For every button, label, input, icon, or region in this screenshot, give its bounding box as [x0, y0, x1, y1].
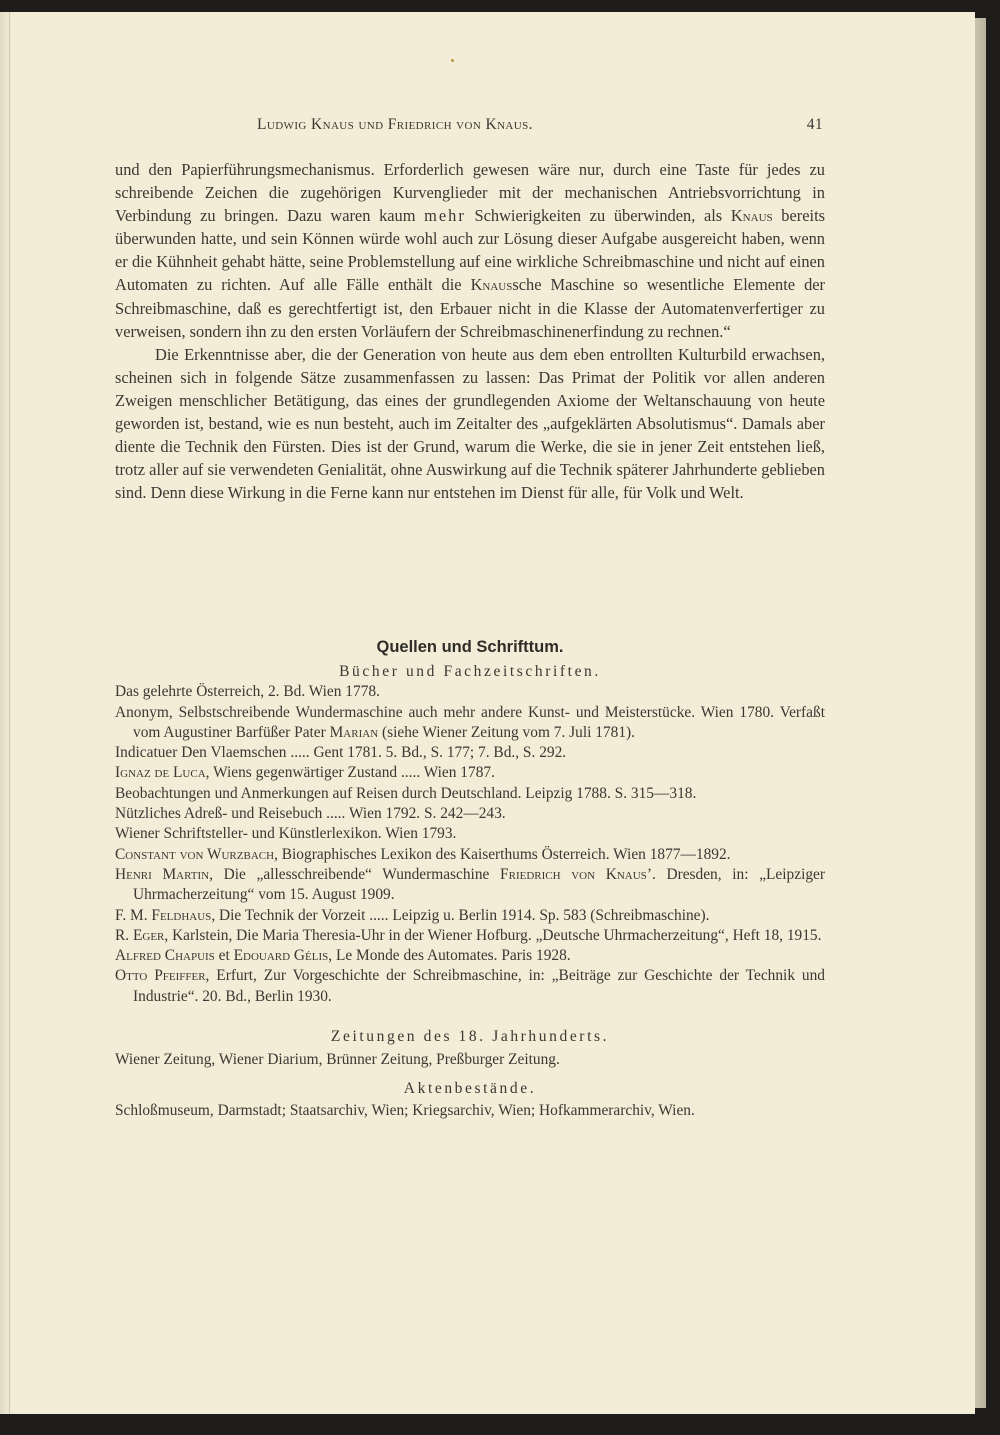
reference-author: Feldhaus	[151, 906, 212, 924]
emphasized-word: mehr	[424, 206, 466, 226]
reference-author: Constant von Wurzbach	[115, 845, 275, 863]
reference-item	[115, 763, 825, 783]
reference-text: Anonym, Selbstschreibende Wundermaschine auch mehr andere Kunst- und Meisterstücke. Wien 1780. Verfaßt vom Augustiner Barfüßer Pater	[115, 703, 825, 741]
paragraph-2: Die Erkenntnisse aber, die der Generation von heute aus dem eben entrollten Kulturbild erwachsen, scheinen sich in folgende Sätze zusammenfassen zu lassen: Das Primat der Politik vor allen anderen Zweigen menschlicher Betätigung, das eines der grundlegenden Axiome der Weltanschauung von heute geworden ist, bestand, wie es nun besteht, auch im Zeitalter des „aufgeklärten Absolutismus“. Damals aber diente die Technik den Fürsten. Dies ist der Grund, warum die Werke, die sie in jener Zeit entstehen ließ, trotz aller auf sie verwendeten Genialität, ohne Auswirkung auf die Technik späterer Jahrhunderte geblieben sind. Denn diese Wirkung in die Ferne kann nur entstehen im Dienst für alle, für Volk und Welt.	[115, 344, 825, 503]
paragraph-1	[115, 158, 825, 343]
person-name: Knaus	[730, 206, 773, 226]
subheading-archives: Aktenbestände.	[403, 1079, 537, 1097]
bibliography	[115, 662, 825, 1121]
reference-text: et	[214, 947, 234, 965]
reference-text: Beobachtungen und Anmerkungen auf Reisen durch Deutschland. Leipzig 1788. S. 315—318.	[115, 784, 697, 802]
book-page	[0, 12, 975, 1414]
reference-text: Indicatuer Den Vlaemschen ..... Gent 1781. 5. Bd., S. 177; 7. Bd., S. 292.	[115, 744, 567, 762]
paragraph-1-text-c: bereits überwunden hatte, und sein Können würde wohl auch zur Lösung dieser Aufgabe ausgereicht haben, wenn er die Kühnheit gehabt hätte, seine Problemstellung auf eine wirkliche Schreibmaschine und nicht auf einen Automaten zu richten. Auf alle Fälle enthält die	[115, 206, 825, 295]
paragraph-1-text-a: und den Papierführungsmechanismus. Erforderlich gewesen wäre nur, durch eine Taste für jedes zu schreibende Zeichen die zugehörigen Kurvenglieder mit der mechanischen Antriebsvorrichtung in Verbindung zu bringen. Dazu waren kaum	[115, 160, 825, 226]
person-name: Knaus	[470, 275, 513, 295]
reference-author-initials: F. M.	[115, 906, 152, 924]
reference-text: ’. Dresden, in: „Leipziger Uhrmacherzeitung“ vom 15. August 1909.	[133, 865, 825, 904]
newspapers-list: Wiener Zeitung, Wiener Diarium, Brünner Zeitung, Preßburger Zeitung.	[115, 1051, 560, 1069]
page-number: 41	[806, 116, 823, 133]
reference-item	[115, 845, 825, 865]
reference-text: , Erfurt, Zur Vorgeschichte der Schreibmaschine, in: „Beiträge zur Geschichte der Technik und Industrie“. 20. Bd., Berlin 1930.	[133, 967, 825, 1005]
reference-item	[115, 703, 825, 744]
reference-item	[115, 804, 825, 824]
archives-list: Schloßmuseum, Darmstadt; Staatsarchiv, Wien; Kriegsarchiv, Wien; Hofkammerarchiv, Wien.	[115, 1101, 695, 1119]
reference-item	[115, 682, 825, 702]
reference-item	[115, 906, 825, 926]
reference-text: Wiener Schriftsteller- und Künstlerlexikon. Wien 1793.	[115, 825, 457, 843]
running-head	[115, 116, 825, 138]
reference-text: , Die „allesschreibende“ Wundermaschine	[209, 865, 501, 883]
paragraph-1-text-d: sche Maschine so wesentliche Elemente der Schreibmaschine, daß es gerechtfertigt ist, den Erbauer nicht in die Klasse der Automatenverfertiger zu verweisen, sondern ihn zu den ersten Vorläufern der Schreibmaschinenerfindung zu rechnen.“	[115, 275, 825, 341]
subheading-newspapers: Zeitungen des 18. Jahrhunderts.	[330, 1028, 610, 1046]
reference-name: Marian	[329, 723, 379, 741]
reference-item	[115, 743, 825, 763]
reference-text: Das gelehrte Österreich, 2. Bd. Wien 1778.	[115, 683, 380, 701]
section-title: Quellen und Schrifttum.	[376, 638, 564, 656]
reference-item	[115, 865, 825, 906]
reference-author: Eger	[132, 926, 165, 944]
reference-text: , Karlstein, Die Maria Theresia-Uhr in der Wiener Hofburg. „Deutsche Uhrmacherzeitung“, Heft 18, 1915.	[164, 926, 822, 944]
reference-author: Alfred Chapuis	[115, 947, 215, 965]
reference-name: Edouard Gélis	[233, 947, 329, 965]
body-text	[115, 158, 825, 504]
reference-item	[115, 946, 825, 966]
reference-text: (siehe Wiener Zeitung vom 7. Juli 1781).	[378, 723, 635, 741]
gutter-line	[9, 12, 10, 1414]
running-head-title: Ludwig Knaus und Friedrich von Knaus.	[257, 116, 533, 133]
reference-text: , Le Monde des Automates. Paris 1928.	[328, 947, 571, 965]
reference-item	[115, 926, 825, 946]
reference-text: , Die Technik der Vorzeit ..... Leipzig u. Berlin 1914. Sp. 583 (Schreibmaschine).	[211, 906, 710, 924]
reference-text: , Wiens gegenwärtiger Zustand ..... Wien 1787.	[205, 764, 495, 782]
reference-item	[115, 824, 825, 844]
paragraph-1-text-b: Schwierigkeiten zu überwinden, als	[465, 206, 731, 226]
reference-text: , Biographisches Lexikon des Kaiserthums Österreich. Wien 1877—1892.	[274, 845, 731, 863]
reference-item	[115, 966, 825, 1007]
reference-author: Ignaz de Luca	[115, 764, 206, 782]
reference-item	[115, 784, 825, 804]
reference-author: Henri Martin	[115, 865, 210, 883]
subheading-books: Bücher und Fachzeitschriften.	[339, 663, 601, 680]
reference-author: Otto Pfeiffer	[115, 967, 206, 985]
reference-name: Friedrich von Knaus	[500, 865, 647, 883]
reference-text: Nützliches Adreß- und Reisebuch ..... Wien 1792. S. 242—243.	[115, 805, 506, 823]
reference-author-initials: R.	[115, 926, 133, 944]
paper-speck	[451, 59, 454, 62]
